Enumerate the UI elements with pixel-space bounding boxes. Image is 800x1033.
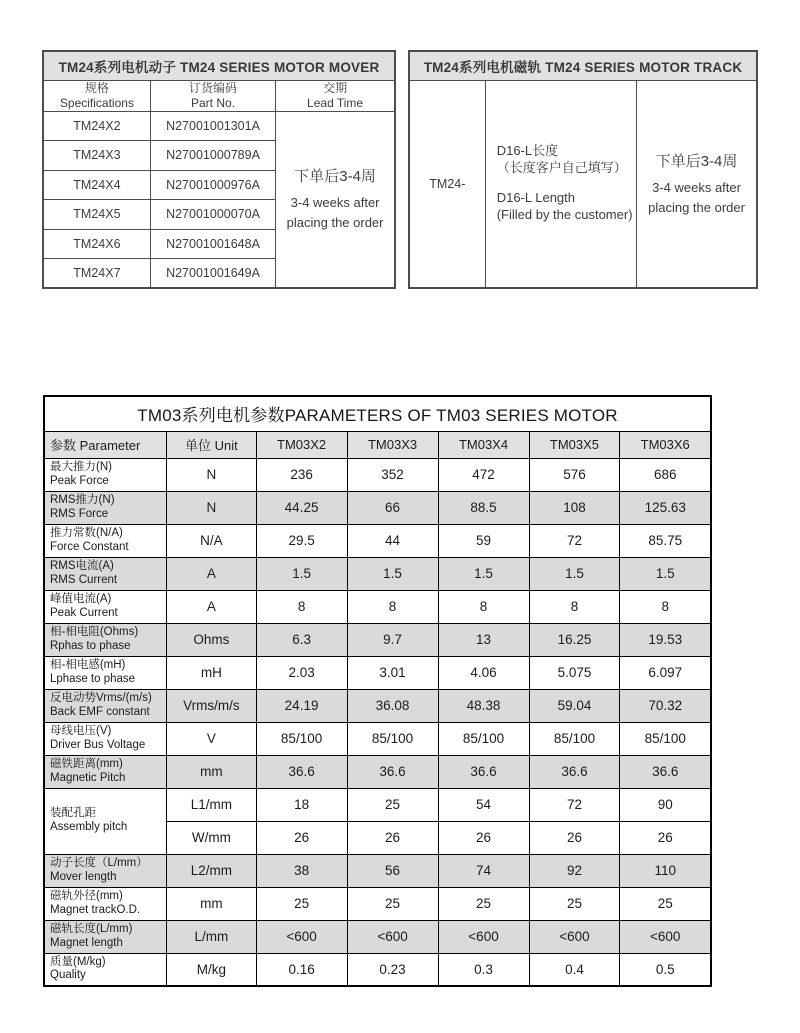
params-table xyxy=(43,395,712,987)
track-table-row xyxy=(409,80,757,288)
col-header-lead-time: 交期 Lead Time xyxy=(276,80,395,111)
mover-table-header-row xyxy=(43,80,395,111)
param-unit-cell: N xyxy=(167,491,256,524)
param-value-cell: 1.5 xyxy=(347,557,438,590)
mover-spec-cell: TM24X4 xyxy=(43,170,150,200)
col-header-part-no: 订货编码 Part No. xyxy=(150,80,275,111)
param-label-en: Peak Force xyxy=(50,474,109,487)
param-value-cell: 85/100 xyxy=(529,722,620,755)
param-label-zh: 装配孔距 xyxy=(50,807,96,820)
param-row xyxy=(44,788,711,821)
mover-table-title: TM24系列电机动子 TM24 SERIES MOTOR MOVER xyxy=(43,51,395,80)
param-value-cell: 26 xyxy=(620,821,711,854)
param-label-zh: 推力常数(N/A) xyxy=(50,526,123,539)
param-value-cell: 0.16 xyxy=(256,953,347,986)
param-value-cell: <600 xyxy=(256,920,347,953)
param-value-cell: 85/100 xyxy=(256,722,347,755)
param-value-cell: 25 xyxy=(620,887,711,920)
track-length-zh1: D16-L长度 xyxy=(496,143,559,159)
param-value-cell: 3.01 xyxy=(347,656,438,689)
param-value-cell: 90 xyxy=(620,788,711,821)
param-value-cell: 88.5 xyxy=(438,491,529,524)
param-row xyxy=(44,920,711,953)
param-label-zh: 磁轨外径(mm) xyxy=(50,889,123,902)
param-value-cell: 686 xyxy=(620,458,711,491)
track-table-title-row xyxy=(409,51,757,80)
param-unit-cell: L/mm xyxy=(167,920,256,953)
param-value-cell: <600 xyxy=(529,920,620,953)
col-header-unit: 单位 Unit xyxy=(167,431,256,458)
col-header-model-tm03x3: TM03X3 xyxy=(347,431,438,458)
param-row xyxy=(44,689,711,722)
param-row xyxy=(44,458,711,491)
param-value-cell: 13 xyxy=(438,623,529,656)
param-value-cell: 44 xyxy=(347,524,438,557)
param-label-zh: RMS推力(N) xyxy=(50,493,115,506)
col-header-parameter: 参数 Parameter xyxy=(44,431,167,458)
param-value-cell: 6.097 xyxy=(620,656,711,689)
param-value-cell: 26 xyxy=(438,821,529,854)
param-unit-cell: V xyxy=(167,722,256,755)
param-unit-cell: A xyxy=(167,590,256,623)
param-label-cell xyxy=(44,524,167,557)
track-length-cell xyxy=(485,80,636,288)
param-label-zh: 最大推力(N) xyxy=(50,460,112,473)
param-label-zh: RMS电流(A) xyxy=(50,559,114,572)
param-value-cell: 26 xyxy=(529,821,620,854)
mover-part-no-cell: N27001000976A xyxy=(150,170,275,200)
col-header-model-tm03x4: TM03X4 xyxy=(438,431,529,458)
mover-spec-cell: TM24X6 xyxy=(43,229,150,259)
param-value-cell: 4.06 xyxy=(438,656,529,689)
param-value-cell: 59.04 xyxy=(529,689,620,722)
mover-part-no-cell: N27001000070A xyxy=(150,200,275,230)
param-label-en: Peak Current xyxy=(50,606,118,619)
param-row xyxy=(44,953,711,986)
param-label-cell xyxy=(44,920,167,953)
mover-spec-cell: TM24X3 xyxy=(43,141,150,171)
param-label-cell xyxy=(44,590,167,623)
param-value-cell: 29.5 xyxy=(256,524,347,557)
param-value-cell: 1.5 xyxy=(620,557,711,590)
param-unit-cell: N/A xyxy=(167,524,256,557)
param-label-cell xyxy=(44,854,167,887)
param-label-en: Magnet trackO.D. xyxy=(50,903,141,916)
params-table-title: TM03系列电机参数PARAMETERS OF TM03 SERIES MOTOR xyxy=(44,396,711,431)
param-value-cell: 0.4 xyxy=(529,953,620,986)
param-value-cell: 36.6 xyxy=(529,755,620,788)
param-value-cell: 25 xyxy=(347,788,438,821)
param-unit-cell: mm xyxy=(167,755,256,788)
param-value-cell: 5.075 xyxy=(529,656,620,689)
param-row xyxy=(44,623,711,656)
param-label-zh: 反电动势Vrms/(m/s) xyxy=(50,691,152,704)
param-unit-cell: W/mm xyxy=(167,821,256,854)
lead-time-en: 3-4 weeks after placing the order xyxy=(286,195,384,231)
param-value-cell: 16.25 xyxy=(529,623,620,656)
param-label-cell xyxy=(44,689,167,722)
param-value-cell: 2.03 xyxy=(256,656,347,689)
param-value-cell: 0.23 xyxy=(347,953,438,986)
param-value-cell: 36.6 xyxy=(620,755,711,788)
param-value-cell: 352 xyxy=(347,458,438,491)
param-label-cell xyxy=(44,755,167,788)
param-label-en: Force Constant xyxy=(50,540,129,553)
param-value-cell: 66 xyxy=(347,491,438,524)
track-table xyxy=(408,50,758,289)
param-value-cell: 36.6 xyxy=(347,755,438,788)
param-value-cell: 1.5 xyxy=(256,557,347,590)
param-value-cell: 1.5 xyxy=(529,557,620,590)
param-label-cell xyxy=(44,623,167,656)
param-label-zh: 动子长度（L/mm） xyxy=(50,856,148,869)
param-value-cell: 8 xyxy=(620,590,711,623)
params-table-title-row xyxy=(44,396,711,431)
param-label-en: Mover length xyxy=(50,870,117,883)
mover-row xyxy=(43,111,395,141)
mover-table xyxy=(42,50,396,289)
mover-spec-cell: TM24X5 xyxy=(43,200,150,230)
param-unit-cell: mm xyxy=(167,887,256,920)
param-value-cell: 36.6 xyxy=(256,755,347,788)
param-value-cell: 85/100 xyxy=(620,722,711,755)
param-value-cell: 85/100 xyxy=(438,722,529,755)
param-value-cell: 25 xyxy=(347,887,438,920)
track-length-en1: D16-L Length xyxy=(496,190,576,206)
param-row xyxy=(44,557,711,590)
params-table-header-row xyxy=(44,431,711,458)
param-value-cell: 18 xyxy=(256,788,347,821)
lead-time-zh: 下单后3-4周 xyxy=(294,168,376,186)
param-value-cell: 36.6 xyxy=(438,755,529,788)
param-label-cell xyxy=(44,491,167,524)
param-value-cell: 19.53 xyxy=(620,623,711,656)
param-value-cell: 38 xyxy=(256,854,347,887)
param-label-cell xyxy=(44,788,167,854)
param-label-en: RMS Force xyxy=(50,507,109,520)
param-label-cell xyxy=(44,953,167,986)
param-value-cell: 472 xyxy=(438,458,529,491)
param-value-cell: 125.63 xyxy=(620,491,711,524)
param-value-cell: 576 xyxy=(529,458,620,491)
param-unit-cell: Ohms xyxy=(167,623,256,656)
param-value-cell: <600 xyxy=(438,920,529,953)
param-value-cell: 236 xyxy=(256,458,347,491)
param-value-cell: 44.25 xyxy=(256,491,347,524)
param-row xyxy=(44,722,711,755)
track-length-zh2: （长度客户自己填写） xyxy=(496,160,627,176)
param-value-cell: 24.19 xyxy=(256,689,347,722)
param-value-cell: 25 xyxy=(256,887,347,920)
param-unit-cell: N xyxy=(167,458,256,491)
col-header-model-tm03x6: TM03X6 xyxy=(620,431,711,458)
param-value-cell: 1.5 xyxy=(438,557,529,590)
param-label-en: Rphas to phase xyxy=(50,639,131,652)
lead-time-zh: 下单后3-4周 xyxy=(655,152,738,170)
param-unit-cell: Vrms/m/s xyxy=(167,689,256,722)
param-value-cell: 92 xyxy=(529,854,620,887)
param-label-en: Magnetic Pitch xyxy=(50,771,126,784)
param-value-cell: 85/100 xyxy=(347,722,438,755)
param-value-cell: <600 xyxy=(347,920,438,953)
param-value-cell: 0.5 xyxy=(620,953,711,986)
param-label-zh: 母线电压(V) xyxy=(50,724,112,737)
param-value-cell: 56 xyxy=(347,854,438,887)
mover-part-no-cell: N27001001648A xyxy=(150,229,275,259)
param-row xyxy=(44,656,711,689)
param-label-cell xyxy=(44,722,167,755)
mover-spec-cell: TM24X7 xyxy=(43,259,150,289)
param-label-en: Back EMF constant xyxy=(50,705,150,718)
param-value-cell: 25 xyxy=(438,887,529,920)
col-header-model-tm03x5: TM03X5 xyxy=(529,431,620,458)
param-unit-cell: L1/mm xyxy=(167,788,256,821)
param-value-cell: 26 xyxy=(347,821,438,854)
param-value-cell: 74 xyxy=(438,854,529,887)
param-unit-cell: A xyxy=(167,557,256,590)
param-label-cell xyxy=(44,656,167,689)
param-label-en: Driver Bus Voltage xyxy=(50,738,146,751)
mover-spec-cell: TM24X2 xyxy=(43,111,150,141)
param-row xyxy=(44,524,711,557)
param-label-en: Quality xyxy=(50,969,86,982)
param-value-cell: 72 xyxy=(529,788,620,821)
param-label-zh: 磁铁距离(mm) xyxy=(50,757,123,770)
lead-time-en: 3-4 weeks after placing the order xyxy=(648,179,745,215)
param-value-cell: 108 xyxy=(529,491,620,524)
param-value-cell: 8 xyxy=(256,590,347,623)
param-value-cell: 36.08 xyxy=(347,689,438,722)
param-row xyxy=(44,491,711,524)
param-value-cell: 6.3 xyxy=(256,623,347,656)
col-header-model-tm03x2: TM03X2 xyxy=(256,431,347,458)
track-lead-time-cell xyxy=(637,80,757,288)
param-label-en: Magnet length xyxy=(50,936,123,949)
param-value-cell: 26 xyxy=(256,821,347,854)
param-value-cell: 70.32 xyxy=(620,689,711,722)
param-label-en: RMS Current xyxy=(50,573,118,586)
param-value-cell: 8 xyxy=(347,590,438,623)
param-row xyxy=(44,854,711,887)
param-label-cell xyxy=(44,887,167,920)
param-label-en: Assembly pitch xyxy=(50,821,128,833)
param-value-cell: 48.38 xyxy=(438,689,529,722)
param-value-cell: 54 xyxy=(438,788,529,821)
param-value-cell: 0.3 xyxy=(438,953,529,986)
param-row xyxy=(44,755,711,788)
mover-table-title-row xyxy=(43,51,395,80)
track-model-cell: TM24- xyxy=(409,80,485,288)
track-length-en2: (Filled by the customer) xyxy=(496,207,633,223)
params-table-body xyxy=(44,458,711,986)
mover-table-body xyxy=(43,111,395,288)
param-value-cell: 72 xyxy=(529,524,620,557)
mover-lead-time-cell xyxy=(276,111,395,288)
mover-part-no-cell: N27001000789A xyxy=(150,141,275,171)
param-label-zh: 磁轨长度(L/mm) xyxy=(50,922,133,935)
param-value-cell: 25 xyxy=(529,887,620,920)
mover-part-no-cell: N27001001649A xyxy=(150,259,275,289)
param-unit-cell: M/kg xyxy=(167,953,256,986)
param-unit-cell: L2/mm xyxy=(167,854,256,887)
param-row xyxy=(44,590,711,623)
param-label-zh: 质量(M/kg) xyxy=(50,955,106,968)
param-label-zh: 相-相电阻(Ohms) xyxy=(50,625,139,638)
param-value-cell: 110 xyxy=(620,854,711,887)
param-label-zh: 峰值电流(A) xyxy=(50,592,112,605)
param-label-zh: 相-相电感(mH) xyxy=(50,658,126,671)
param-value-cell: 85.75 xyxy=(620,524,711,557)
track-table-title: TM24系列电机磁轨 TM24 SERIES MOTOR TRACK xyxy=(409,51,757,80)
mover-part-no-cell: N27001001301A xyxy=(150,111,275,141)
param-value-cell: 59 xyxy=(438,524,529,557)
param-value-cell: 8 xyxy=(529,590,620,623)
col-header-specifications: 规格 Specifications xyxy=(43,80,150,111)
param-unit-cell: mH xyxy=(167,656,256,689)
param-value-cell: <600 xyxy=(620,920,711,953)
param-value-cell: 8 xyxy=(438,590,529,623)
param-row xyxy=(44,887,711,920)
param-label-cell xyxy=(44,458,167,491)
param-label-en: Lphase to phase xyxy=(50,672,136,685)
param-label-cell xyxy=(44,557,167,590)
param-value-cell: 9.7 xyxy=(347,623,438,656)
